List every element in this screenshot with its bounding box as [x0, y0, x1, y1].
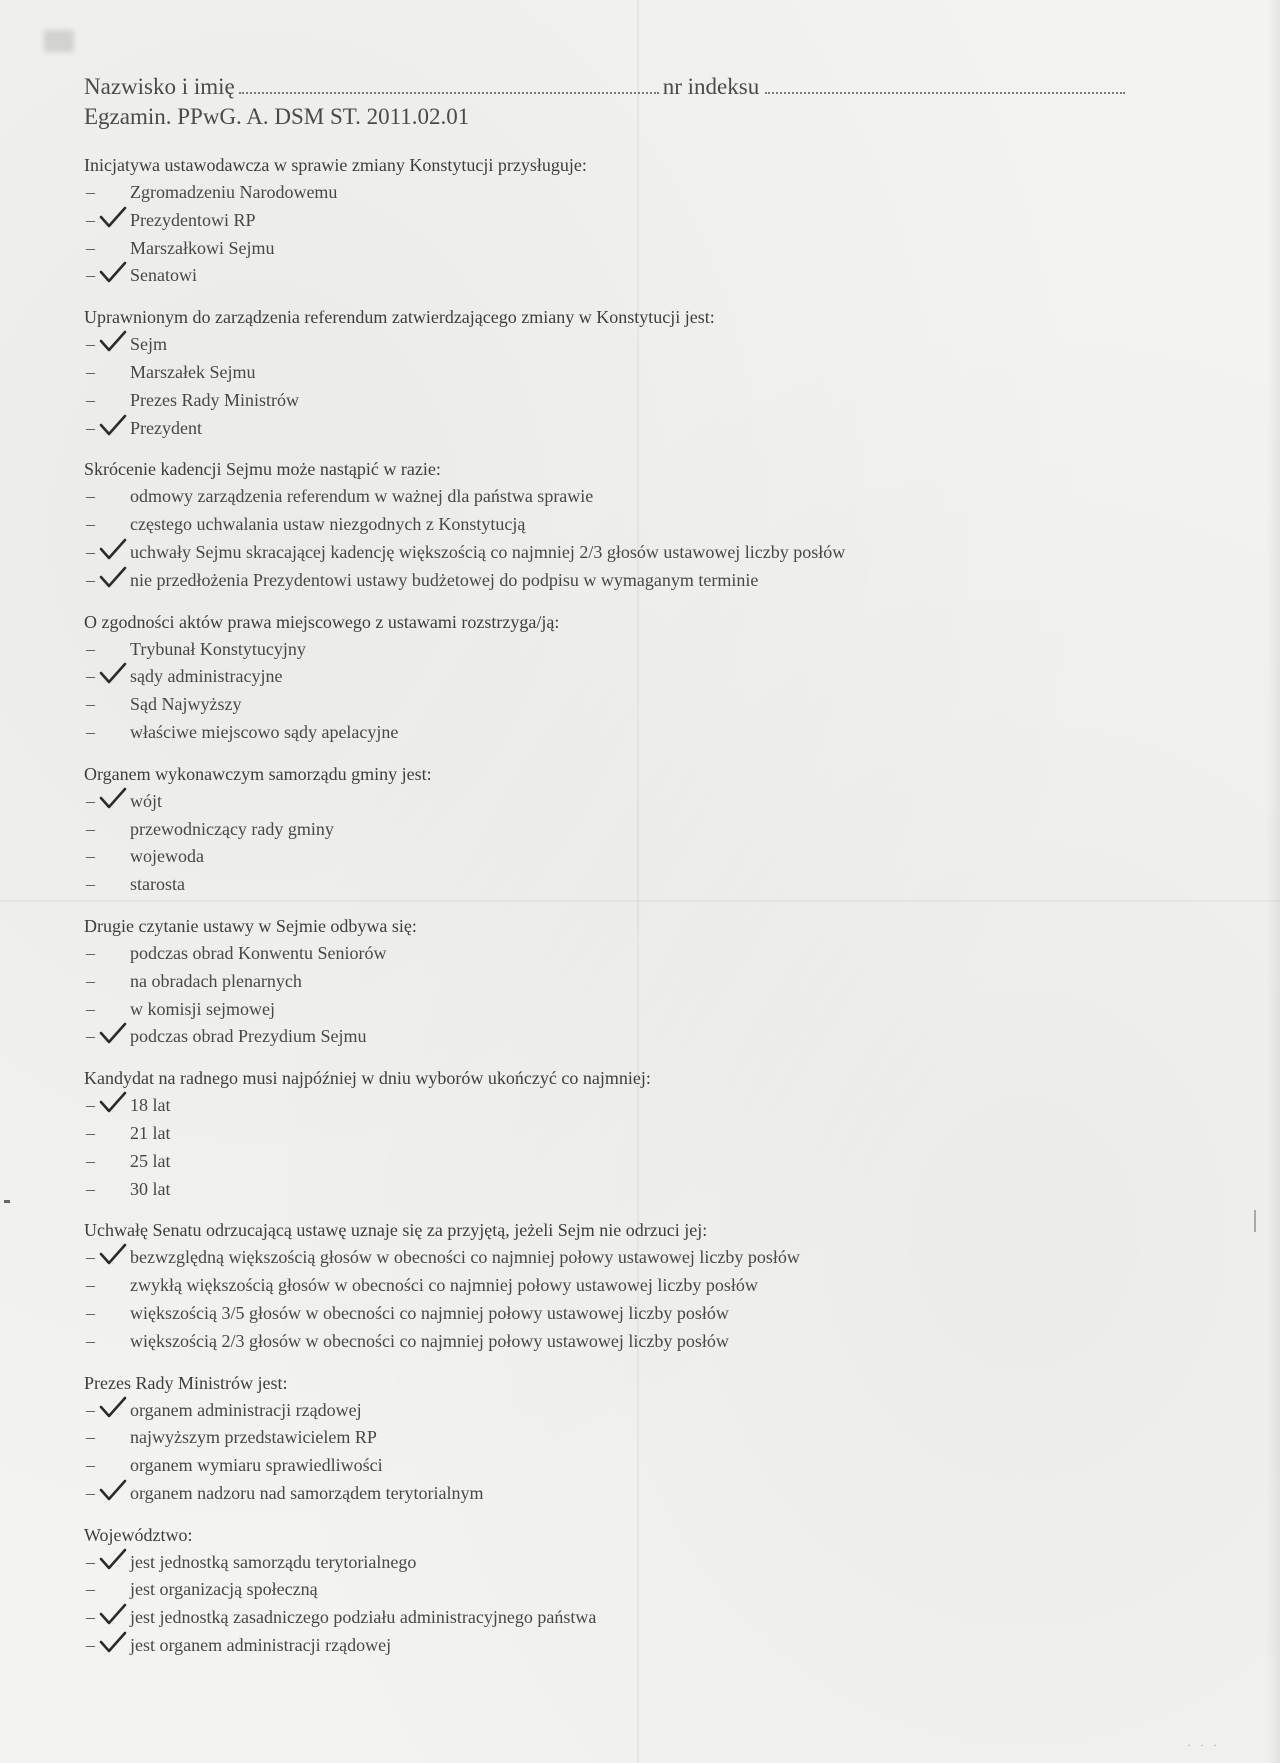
question-list: [84, 152, 1204, 1660]
bullet-dash: –: [86, 569, 95, 590]
checkmark-icon: [98, 1090, 128, 1120]
option-text: zwykłą większością głosów w obecności co najmniej połowy ustawowej liczby posłów: [130, 1275, 758, 1296]
question-block: [84, 609, 1204, 747]
answer-option: [84, 1148, 1204, 1176]
option-text: wojewoda: [130, 846, 204, 867]
answer-option: [84, 331, 1204, 359]
index-fill-dots: [765, 76, 1125, 94]
bullet-dash: –: [86, 846, 95, 867]
option-text: 25 lat: [130, 1150, 171, 1171]
checkmark-icon: [98, 413, 128, 443]
bullet-dash: –: [86, 209, 95, 230]
answer-option: [84, 843, 1204, 871]
option-text: większością 2/3 głosów w obecności co najmniej połowy ustawowej liczby posłów: [130, 1330, 729, 1351]
option-text: jest jednostką samorządu terytorialnego: [130, 1551, 417, 1572]
answer-option: [84, 996, 1204, 1024]
question-title: Uprawnionym do zarządzenia referendum zatwierdzającego zmiany w Konstytucji jest:: [84, 307, 715, 328]
checkmark-icon: [98, 786, 128, 816]
answer-option: [84, 1120, 1204, 1148]
bullet-dash: –: [86, 1275, 95, 1296]
exam-sheet: [84, 72, 1204, 1660]
answer-option: [84, 179, 1204, 207]
option-text: w komisji sejmowej: [130, 998, 275, 1019]
bullet-dash: –: [86, 942, 95, 963]
bullet-dash: –: [86, 1330, 95, 1351]
bullet-dash: –: [86, 1095, 95, 1116]
answer-option: [84, 235, 1204, 263]
answer-option: [84, 1604, 1204, 1632]
option-text: nie przedłożenia Prezydentowi ustawy budżetowej do podpisu w wymaganym terminie: [130, 569, 759, 590]
answer-option: [84, 1092, 1204, 1120]
question-block: [84, 152, 1204, 290]
bullet-dash: –: [86, 541, 95, 562]
answer-option: [84, 387, 1204, 415]
option-text: jest organem administracji rządowej: [130, 1635, 392, 1656]
bullet-dash: –: [86, 237, 95, 258]
option-text: sądy administracyjne: [130, 666, 283, 687]
scan-artifact: [1254, 1210, 1256, 1232]
question-block: [84, 304, 1204, 442]
answer-option: [84, 816, 1204, 844]
checkmark-icon: [98, 1242, 128, 1272]
checkmark-icon: [98, 1630, 128, 1660]
bullet-dash: –: [86, 1302, 95, 1323]
bullet-dash: –: [86, 638, 95, 659]
option-text: 18 lat: [130, 1095, 171, 1116]
option-text: Trybunał Konstytucyjny: [130, 638, 306, 659]
option-text: najwyższym przedstawicielem RP: [130, 1427, 377, 1448]
checkmark-icon: [98, 260, 128, 290]
question-block: [84, 1065, 1204, 1203]
answer-option: [84, 1424, 1204, 1452]
option-text: na obradach plenarnych: [130, 970, 302, 991]
answer-option: [84, 1452, 1204, 1480]
answer-option: [84, 262, 1204, 290]
question-block: [84, 1522, 1204, 1660]
bullet-dash: –: [86, 334, 95, 355]
bullet-dash: –: [86, 265, 95, 286]
question-title: Skrócenie kadencji Sejmu może nastąpić w razie:: [84, 459, 441, 480]
option-text: 21 lat: [130, 1122, 171, 1143]
question-block: [84, 913, 1204, 1051]
question-title: Inicjatywa ustawodawcza w sprawie zmiany Konstytucji przysługuje:: [84, 155, 587, 175]
checkmark-icon: [98, 1478, 128, 1508]
checkmark-icon: [98, 1021, 128, 1051]
question-title: O zgodności aktów prawa miejscowego z ustawami rozstrzyga/ją:: [84, 611, 560, 632]
bullet-dash: –: [86, 874, 95, 895]
option-text: podczas obrad Prezydium Sejmu: [130, 1026, 367, 1047]
option-text: bezwzględną większością głosów w obecności co najmniej połowy ustawowej liczby posłów: [130, 1247, 800, 1268]
bullet-dash: –: [86, 486, 95, 507]
checkmark-icon: [98, 1547, 128, 1577]
bullet-dash: –: [86, 818, 95, 839]
option-text: przewodniczący rady gminy: [130, 818, 334, 839]
answer-option: [84, 940, 1204, 968]
bullet-dash: –: [86, 1455, 95, 1476]
bullet-dash: –: [86, 514, 95, 535]
option-text: Prezydent: [130, 417, 202, 438]
exam-title: Egzamin. PPwG. A. DSM ST. 2011.02.01: [84, 104, 470, 129]
scan-artifact: [4, 1200, 10, 1203]
answer-option: [84, 1480, 1204, 1508]
option-text: Marszałek Sejmu: [130, 361, 256, 382]
bullet-dash: –: [86, 1150, 95, 1171]
option-text: 30 lat: [130, 1178, 171, 1199]
option-text: organem wymiaru sprawiedliwości: [130, 1455, 383, 1476]
option-text: Sąd Najwyższy: [130, 694, 242, 715]
option-text: starosta: [130, 874, 185, 895]
checkmark-icon: [98, 1395, 128, 1425]
answer-option: [84, 1244, 1204, 1272]
answer-option: [84, 1397, 1204, 1425]
answer-option: [84, 511, 1204, 539]
bullet-dash: –: [86, 1482, 95, 1503]
name-fill-dots: [239, 76, 659, 94]
bullet-dash: –: [86, 970, 95, 991]
page-edge-shadow: [1266, 0, 1280, 1763]
option-text: Senatowi: [130, 265, 197, 286]
bullet-dash: –: [86, 1551, 95, 1572]
question-title: Organem wykonawczym samorządu gminy jest:: [84, 763, 432, 784]
bullet-dash: –: [86, 361, 95, 382]
answer-option: [84, 1300, 1204, 1328]
bullet-dash: –: [86, 694, 95, 715]
bullet-dash: –: [86, 389, 95, 410]
answer-option: [84, 1632, 1204, 1660]
answer-option: [84, 691, 1204, 719]
bullet-dash: –: [86, 1635, 95, 1656]
option-text: Prezydentowi RP: [130, 209, 256, 230]
option-text: Zgromadzeniu Narodowemu: [130, 182, 338, 202]
answer-option: [84, 636, 1204, 664]
question-title: Uchwałę Senatu odrzucającą ustawę uznaje się za przyjętą, jeżeli Sejm nie odrzuci jej:: [84, 1220, 708, 1241]
bullet-dash: –: [86, 1399, 95, 1420]
option-text: Sejm: [130, 334, 168, 355]
option-text: Marszałkowi Sejmu: [130, 237, 275, 258]
bullet-dash: –: [86, 1247, 95, 1268]
answer-option: [84, 1549, 1204, 1577]
answer-option: [84, 567, 1204, 595]
bullet-dash: –: [86, 1178, 95, 1199]
option-text: odmowy zarządzenia referendum w ważnej dla państwa sprawie: [130, 486, 594, 507]
question-block: [84, 1217, 1204, 1355]
checkmark-icon: [98, 537, 128, 567]
bullet-dash: –: [86, 1607, 95, 1628]
answer-option: [84, 1576, 1204, 1604]
answer-option: [84, 1328, 1204, 1356]
name-line: [84, 72, 1204, 102]
option-text: jest jednostką zasadniczego podziału administracyjnego państwa: [130, 1607, 597, 1628]
bullet-dash: –: [86, 1122, 95, 1143]
option-text: organem nadzoru nad samorządem terytorialnym: [130, 1482, 484, 1503]
answer-option: [84, 968, 1204, 996]
answer-option: [84, 663, 1204, 691]
option-text: częstego uchwalania ustaw niezgodnych z Konstytucją: [130, 514, 526, 535]
bullet-dash: –: [86, 1427, 95, 1448]
option-text: uchwały Sejmu skracającej kadencję większością co najmniej 2/3 głosów ustawowej liczby posłów: [130, 541, 846, 562]
answer-option: [84, 1176, 1204, 1204]
scan-artifact: · · ·: [1187, 1738, 1220, 1752]
bullet-dash: –: [86, 1026, 95, 1047]
answer-option: [84, 1023, 1204, 1051]
name-label: Nazwisko i imię: [84, 74, 235, 99]
question-title: Prezes Rady Ministrów jest:: [84, 1372, 288, 1393]
option-text: Prezes Rady Ministrów: [130, 389, 299, 410]
bullet-dash: –: [86, 998, 95, 1019]
index-label: nr indeksu: [662, 74, 760, 99]
answer-option: [84, 1272, 1204, 1300]
question-block: [84, 1370, 1204, 1508]
option-text: wójt: [130, 790, 163, 811]
answer-option: [84, 719, 1204, 747]
answer-option: [84, 483, 1204, 511]
question-title: Drugie czytanie ustawy w Sejmie odbywa się:: [84, 915, 417, 936]
answer-option: [84, 359, 1204, 387]
answer-option: [84, 207, 1204, 235]
checkmark-icon: [98, 661, 128, 691]
question-block: [84, 761, 1204, 899]
option-text: podczas obrad Konwentu Seniorów: [130, 942, 387, 963]
answer-option: [84, 415, 1204, 443]
bullet-dash: –: [86, 790, 95, 811]
bullet-dash: –: [86, 721, 95, 742]
option-text: właściwe miejscowo sądy apelacyjne: [130, 721, 399, 742]
bullet-dash: –: [86, 417, 95, 438]
scan-smudge: [44, 30, 74, 52]
checkmark-icon: [98, 205, 128, 235]
answer-option: [84, 788, 1204, 816]
option-text: większością 3/5 głosów w obecności co najmniej połowy ustawowej liczby posłów: [130, 1302, 729, 1323]
question-title: Kandydat na radnego musi najpóźniej w dniu wyborów ukończyć co najmniej:: [84, 1068, 651, 1089]
bullet-dash: –: [86, 182, 95, 202]
question-title: Województwo:: [84, 1524, 193, 1545]
question-block: [84, 456, 1204, 594]
answer-option: [84, 871, 1204, 899]
checkmark-icon: [98, 329, 128, 359]
option-text: jest organizacją społeczną: [130, 1579, 318, 1600]
bullet-dash: –: [86, 666, 95, 687]
bullet-dash: –: [86, 1579, 95, 1600]
answer-option: [84, 539, 1204, 567]
checkmark-icon: [98, 565, 128, 595]
option-text: organem administracji rządowej: [130, 1399, 362, 1420]
checkmark-icon: [98, 1602, 128, 1632]
